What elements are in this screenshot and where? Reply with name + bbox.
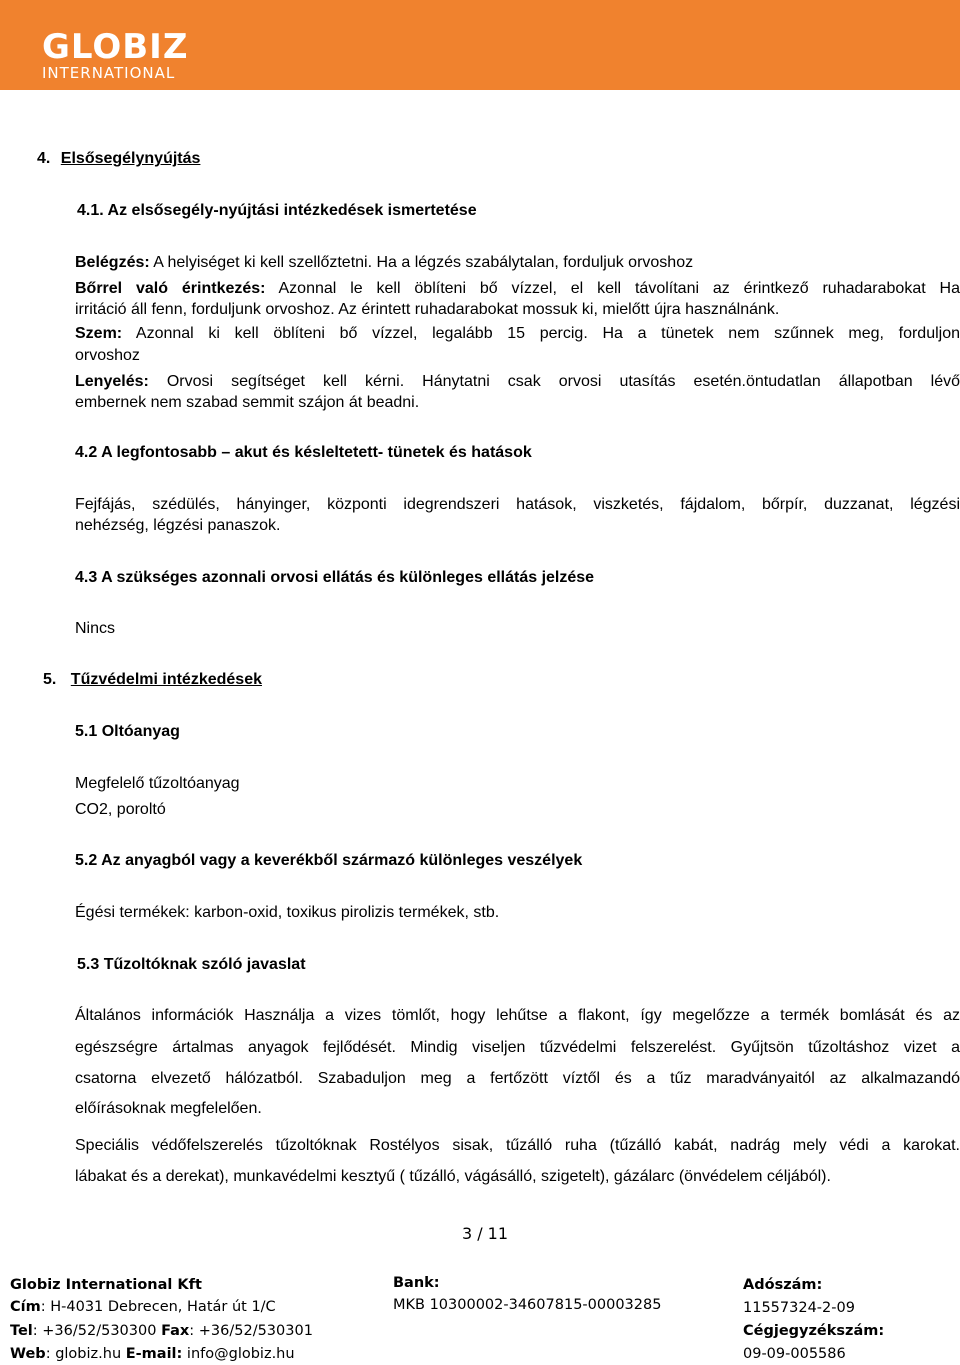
- footer-fax-label: Fax: [161, 1323, 190, 1339]
- footer-adoszam-label: Adószám:: [743, 1277, 823, 1293]
- section-5-heading: [43, 670, 262, 690]
- lenyeles-text-1: Orvosi segítséget kell kérni. Hánytatni csak orvosi utasítás esetén.öntudatlan állapotban lévő: [148, 373, 960, 390]
- footer-cegjegyzek-value: 09-09-005586: [743, 1346, 846, 1362]
- borrel-text-2: irritáció áll fenn, forduljunk orvoshoz.: [75, 301, 335, 318]
- footer-web-label: Web: [10, 1346, 46, 1362]
- section-4-1-heading: 4.1. Az elsősegély-nyújtási intézkedések ismertetése: [77, 202, 477, 219]
- footer-cegjegyzek-label: Cégjegyzékszám:: [743, 1323, 885, 1339]
- footer-address: [10, 1298, 276, 1316]
- footer-cim-label: Cím: [10, 1299, 41, 1315]
- borrel-text-3: Az érintett ruhadarabokat mossuk ki, mielőtt újra használnánk.: [334, 301, 780, 318]
- section-5-1-text-1: Megfelelő tűzoltóanyag: [75, 775, 240, 792]
- section-5-3-p2-line-2: lábakat és a derekat), munkavédelmi kesztyű ( tűzálló, vágásálló, szigetelt), gázálarc (önvédelem céljából).: [75, 1168, 831, 1185]
- section-5-number: 5.: [43, 671, 57, 688]
- szem-text-1b: Ha a tünetek nem szűnnek meg, forduljon: [587, 325, 960, 342]
- footer-fax-value: : +36/52/530301: [189, 1323, 313, 1339]
- section-5-2-text: Égési termékek: karbon-oxid, toxikus pirolizis termékek, stb.: [75, 904, 500, 921]
- footer-phone: [10, 1322, 313, 1340]
- section-5-3-p1-line-4: előírásoknak megfelelően.: [75, 1100, 262, 1117]
- footer-email-value[interactable]: info@globiz.hu: [182, 1346, 295, 1362]
- section-5-3-p1-line-3: csatorna elvezető hálózatból. Szabaduljon meg a fertőzött víztől és a tűz maradványaitól az alkalmazandó: [75, 1070, 960, 1087]
- section-5-title: Tűzvédelmi intézkedések: [70, 671, 262, 688]
- szem-line-1: [75, 324, 960, 344]
- borrel-text-1: Azonnal le kell öblíteni bő vízzel, el kell távolítani az érintkező ruhadarabokat Ha: [265, 280, 960, 297]
- footer-email-label: E-mail:: [125, 1346, 183, 1362]
- section-5-1-heading: 5.1 Oltóanyag: [75, 723, 180, 740]
- section-4-heading: [37, 149, 200, 169]
- logo-main-text: GLOBIZ: [42, 27, 189, 67]
- borrel-line-1: [75, 279, 960, 299]
- szem-label: Szem:: [75, 325, 123, 342]
- footer-bank-label: Bank:: [393, 1275, 440, 1291]
- section-4-number: 4.: [37, 150, 51, 167]
- section-5-3-p2-line-1: Speciális védőfelszerelés tűzoltóknak Rostélyos sisak, tűzálló ruha (tűzálló kabát, nadrág mely védi a karokat.: [75, 1137, 960, 1154]
- lenyeles-line-2: embernek nem szabad semmit szájon át beadni.: [75, 394, 420, 411]
- belegzes-line: [75, 253, 693, 273]
- section-5-3-p1-line-2: egészségre ártalmas anyagok fejlődését. Mindig viseljen tűzvédelmi felszerelést. Gyűjtsön tűzoltáshoz vizet a: [75, 1039, 960, 1056]
- szem-text-1: Azonnal ki kell öblíteni bő vízzel, legalább 15 percig.: [122, 325, 588, 342]
- footer-bank-value: MKB 10300002-34607815-00003285: [393, 1297, 662, 1313]
- belegzes-text: A helyiséget ki kell szellőztetni. Ha a légzés szabálytalan, forduljuk orvoshoz: [149, 254, 694, 271]
- section-5-2-heading: 5.2 Az anyagból vagy a keverékből származó különleges veszélyek: [75, 852, 583, 869]
- section-4-2-heading: 4.2 A legfontosabb – akut és késleltetett- tünetek és hatások: [75, 444, 532, 461]
- footer-adoszam-value: 11557324-2-09: [743, 1300, 855, 1316]
- szem-line-2: orvoshoz: [75, 347, 140, 364]
- belegzes-label: Belégzés:: [75, 254, 150, 271]
- borrel-label: Bőrrel való érintkezés:: [75, 280, 266, 297]
- section-4-3-text: Nincs: [75, 620, 116, 637]
- lenyeles-label: Lenyelés:: [75, 373, 149, 390]
- footer-tel-value: : +36/52/530300: [32, 1323, 162, 1339]
- section-4-3-heading: 4.3 A szükséges azonnali orvosi ellátás és különleges ellátás jelzése: [75, 569, 595, 586]
- section-5-1-text-2: CO2, poroltó: [75, 801, 166, 818]
- borrel-line-2: [75, 300, 779, 320]
- footer-web: [10, 1345, 295, 1363]
- logo-sub-text: INTERNATIONAL: [42, 64, 176, 82]
- section-4-2-text-1: Fejfájás, szédülés, hányinger, központi idegrendszeri hatások, viszketés, fájdalom, bőrpír, duzzanat, légzési: [75, 496, 960, 513]
- footer-cim-value: : H-4031 Debrecen, Határ út 1/C: [40, 1299, 276, 1315]
- footer-company: Globiz International Kft: [10, 1277, 202, 1293]
- header-banner: [0, 0, 960, 90]
- section-5-3-heading: 5.3 Tűzoltóknak szóló javaslat: [77, 956, 306, 973]
- lenyeles-line-1: [75, 372, 960, 392]
- globiz-logo: [42, 27, 189, 82]
- footer-tel-label: Tel: [10, 1323, 33, 1339]
- section-4-2-text-2: nehézség, légzési panaszok.: [75, 517, 281, 534]
- footer-web-value[interactable]: : globiz.hu: [45, 1346, 126, 1362]
- section-4-title: Elsősegélynyújtás: [60, 150, 201, 167]
- section-5-3-p1-line-1: Általános információk Használja a vizes tömlőt, hogy lehűtse a flakont, így megelőzze a termék bomlását és az: [75, 1007, 960, 1024]
- page-number: 3 / 11: [461, 1224, 509, 1243]
